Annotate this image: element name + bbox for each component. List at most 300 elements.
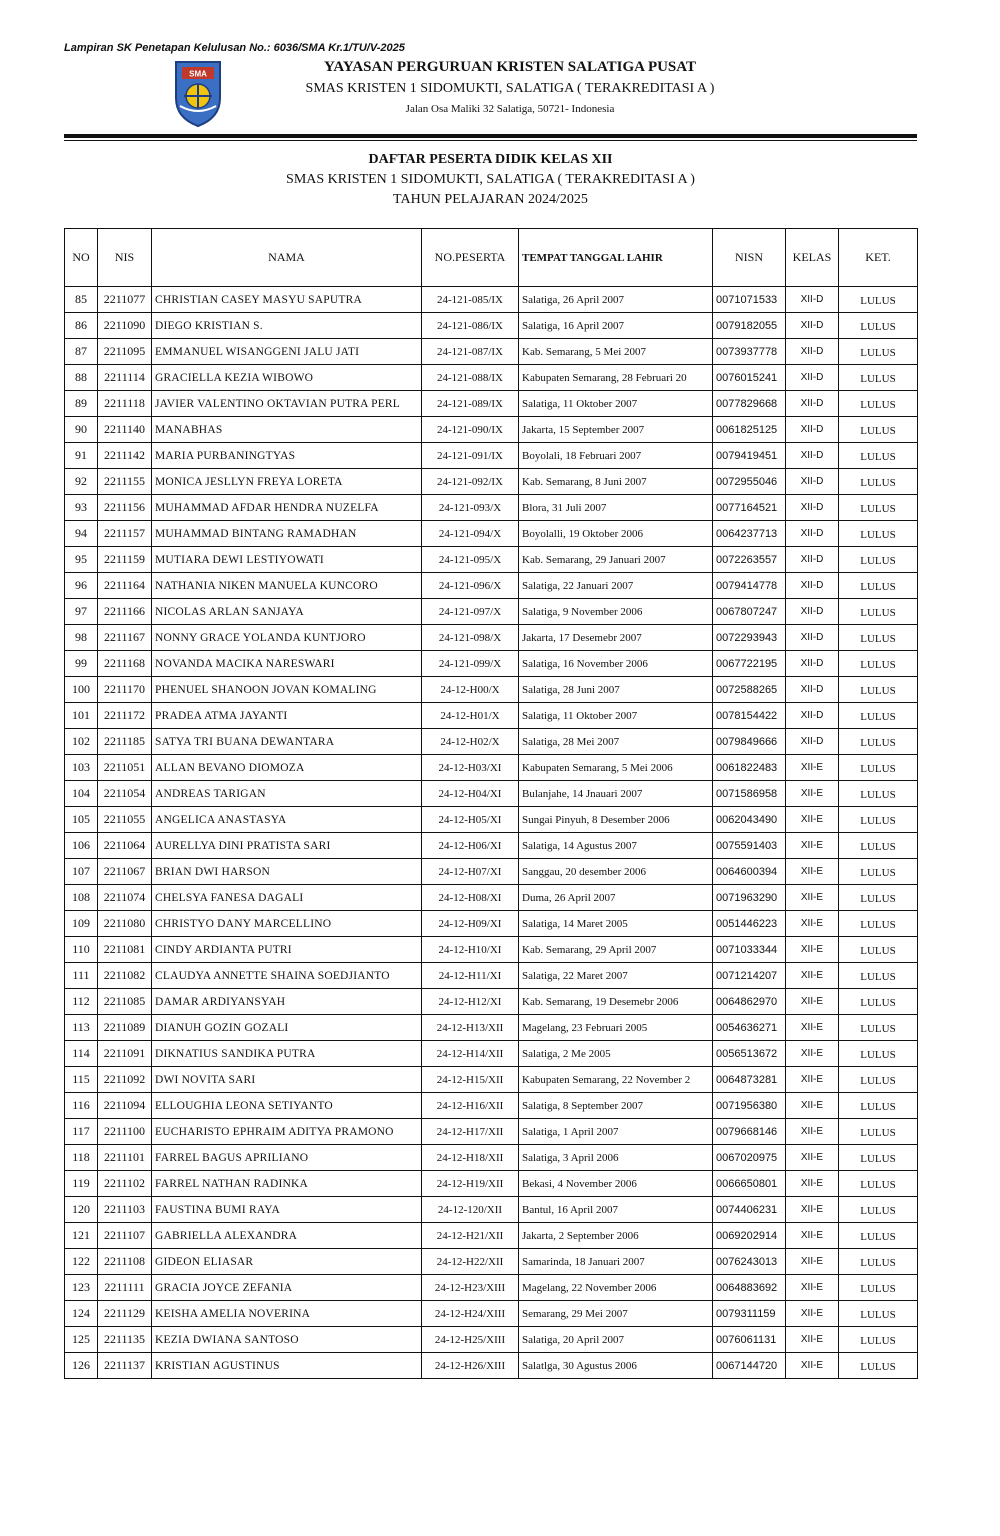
cell-nama: ELLOUGHIA LEONA SETIYANTO — [152, 1093, 422, 1119]
cell-ket: LULUS — [839, 625, 918, 651]
cell-no-peserta: 24-12-H08/XI — [422, 885, 519, 911]
cell-kelas: XII-E — [786, 1197, 839, 1223]
cell-ket: LULUS — [839, 313, 918, 339]
cell-nama: MUHAMMAD AFDAR HENDRA NUZELFA — [152, 495, 422, 521]
cell-tempat-tanggal-lahir: Salatiga, 14 Maret 2005 — [519, 911, 713, 937]
cell-ket: LULUS — [839, 1015, 918, 1041]
cell-tempat-tanggal-lahir: Kabupaten Semarang, 22 November 2 — [519, 1067, 713, 1093]
cell-nisn: 0051446223 — [713, 911, 786, 937]
table-row — [65, 937, 918, 963]
cell-ket: LULUS — [839, 1119, 918, 1145]
header-divider-thin — [64, 140, 917, 141]
cell-nis: 2211092 — [98, 1067, 152, 1093]
cell-nisn: 0066650801 — [713, 1171, 786, 1197]
cell-kelas: XII-E — [786, 1145, 839, 1171]
cell-tempat-tanggal-lahir: Salatiga, 1 April 2007 — [519, 1119, 713, 1145]
logo-text: SMA — [189, 69, 207, 79]
cell-nisn: 0064237713 — [713, 521, 786, 547]
cell-tempat-tanggal-lahir: Salatlga, 30 Agustus 2006 — [519, 1353, 713, 1379]
cell-nisn: 0072293943 — [713, 625, 786, 651]
cell-tempat-tanggal-lahir: Salatiga, 14 Agustus 2007 — [519, 833, 713, 859]
cell-no: 107 — [65, 859, 98, 885]
cell-nisn: 0067807247 — [713, 599, 786, 625]
cell-kelas: XII-E — [786, 1067, 839, 1093]
cell-kelas: XII-D — [786, 625, 839, 651]
cell-nisn: 0071033344 — [713, 937, 786, 963]
cell-no: 87 — [65, 339, 98, 365]
table-row — [65, 911, 918, 937]
table-row — [65, 651, 918, 677]
cell-nama: PHENUEL SHANOON JOVAN KOMALING — [152, 677, 422, 703]
cell-nis: 2211107 — [98, 1223, 152, 1249]
table-row — [65, 1275, 918, 1301]
cell-kelas: XII-D — [786, 443, 839, 469]
table-row — [65, 1015, 918, 1041]
cell-nis: 2211081 — [98, 937, 152, 963]
cell-nama: NICOLAS ARLAN SANJAYA — [152, 599, 422, 625]
cell-kelas: XII-E — [786, 1249, 839, 1275]
cell-no: 112 — [65, 989, 98, 1015]
cell-nama: SATYA TRI BUANA DEWANTARA — [152, 729, 422, 755]
cell-no-peserta: 24-12-H14/XII — [422, 1041, 519, 1067]
cell-no-peserta: 24-121-085/IX — [422, 287, 519, 313]
cell-no-peserta: 24-12-H12/XI — [422, 989, 519, 1015]
table-row — [65, 781, 918, 807]
cell-nama: KEISHA AMELIA NOVERINA — [152, 1301, 422, 1327]
cell-nis: 2211167 — [98, 625, 152, 651]
cell-no-peserta: 24-12-H00/X — [422, 677, 519, 703]
cell-kelas: XII-E — [786, 1041, 839, 1067]
cell-nama: MUHAMMAD BINTANG RAMADHAN — [152, 521, 422, 547]
cell-nis: 2211089 — [98, 1015, 152, 1041]
cell-no: 93 — [65, 495, 98, 521]
cell-nis: 2211118 — [98, 391, 152, 417]
cell-nis: 2211091 — [98, 1041, 152, 1067]
cell-no: 97 — [65, 599, 98, 625]
cell-ket: LULUS — [839, 391, 918, 417]
cell-ket: LULUS — [839, 911, 918, 937]
col-header-nis: NIS — [98, 229, 152, 287]
cell-no-peserta: 24-12-H23/XIII — [422, 1275, 519, 1301]
cell-nama: EMMANUEL WISANGGENI JALU JATI — [152, 339, 422, 365]
cell-nis: 2211168 — [98, 651, 152, 677]
cell-nis: 2211114 — [98, 365, 152, 391]
cell-kelas: XII-D — [786, 365, 839, 391]
cell-ket: LULUS — [839, 859, 918, 885]
cell-nama: NOVANDA MACIKA NARESWARI — [152, 651, 422, 677]
cell-nis: 2211064 — [98, 833, 152, 859]
cell-no-peserta: 24-12-H17/XII — [422, 1119, 519, 1145]
cell-tempat-tanggal-lahir: Salatiga, 3 April 2006 — [519, 1145, 713, 1171]
cell-no: 101 — [65, 703, 98, 729]
foundation-name: YAYASAN PERGURUAN KRISTEN SALATIGA PUSAT — [323, 59, 697, 75]
cell-nisn: 0061825125 — [713, 417, 786, 443]
table-row — [65, 1041, 918, 1067]
cell-no: 125 — [65, 1327, 98, 1353]
cell-tempat-tanggal-lahir: Salatiga, 8 September 2007 — [519, 1093, 713, 1119]
cell-ket: LULUS — [839, 677, 918, 703]
cell-nis: 2211170 — [98, 677, 152, 703]
table-row — [65, 1119, 918, 1145]
cell-no-peserta: 24-121-097/X — [422, 599, 519, 625]
cell-nisn: 0061822483 — [713, 755, 786, 781]
col-header-nisn: NISN — [713, 229, 786, 287]
cell-nama: CHRISTYO DANY MARCELLINO — [152, 911, 422, 937]
table-row — [65, 833, 918, 859]
cell-tempat-tanggal-lahir: Bulanjahe, 14 Jnauari 2007 — [519, 781, 713, 807]
cell-ket: LULUS — [839, 287, 918, 313]
cell-no: 115 — [65, 1067, 98, 1093]
cell-no-peserta: 24-121-093/X — [422, 495, 519, 521]
cell-kelas: XII-D — [786, 521, 839, 547]
table-row — [65, 677, 918, 703]
cell-nisn: 0067144720 — [713, 1353, 786, 1379]
cell-nisn: 0067722195 — [713, 651, 786, 677]
cell-nisn: 0064862970 — [713, 989, 786, 1015]
cell-no-peserta: 24-121-086/IX — [422, 313, 519, 339]
header-divider-thick — [64, 134, 917, 138]
cell-nama: FAUSTINA BUMI RAYA — [152, 1197, 422, 1223]
cell-kelas: XII-E — [786, 781, 839, 807]
cell-nis: 2211103 — [98, 1197, 152, 1223]
cell-tempat-tanggal-lahir: Sungai Pinyuh, 8 Desember 2006 — [519, 807, 713, 833]
cell-no-peserta: 24-12-H05/XI — [422, 807, 519, 833]
cell-no: 94 — [65, 521, 98, 547]
lampiran-reference: Lampiran SK Penetapan Kelulusan No.: 6036/SMA Kr.1/TU/V-2025 — [64, 42, 405, 54]
table-row — [65, 443, 918, 469]
cell-ket: LULUS — [839, 1223, 918, 1249]
cell-kelas: XII-E — [786, 885, 839, 911]
cell-no: 118 — [65, 1145, 98, 1171]
cell-tempat-tanggal-lahir: Magelang, 22 November 2006 — [519, 1275, 713, 1301]
cell-no: 109 — [65, 911, 98, 937]
cell-nama: DWI NOVITA SARI — [152, 1067, 422, 1093]
cell-no-peserta: 24-12-H15/XII — [422, 1067, 519, 1093]
col-header-no-peserta: NO.PESERTA — [422, 229, 519, 287]
cell-nisn: 0064883692 — [713, 1275, 786, 1301]
cell-kelas: XII-D — [786, 729, 839, 755]
cell-kelas: XII-E — [786, 1093, 839, 1119]
cell-nama: KEZIA DWIANA SANTOSO — [152, 1327, 422, 1353]
school-logo — [170, 58, 226, 128]
cell-nisn: 0071956380 — [713, 1093, 786, 1119]
cell-no-peserta: 24-12-H11/XI — [422, 963, 519, 989]
cell-no-peserta: 24-121-090/IX — [422, 417, 519, 443]
cell-tempat-tanggal-lahir: Bekasi, 4 November 2006 — [519, 1171, 713, 1197]
table-row — [65, 313, 918, 339]
cell-ket: LULUS — [839, 417, 918, 443]
cell-tempat-tanggal-lahir: Kab. Semarang, 29 April 2007 — [519, 937, 713, 963]
cell-kelas: XII-E — [786, 989, 839, 1015]
cell-nama: CLAUDYA ANNETTE SHAINA SOEDJIANTO — [152, 963, 422, 989]
cell-ket: LULUS — [839, 1067, 918, 1093]
cell-ket: LULUS — [839, 989, 918, 1015]
cell-tempat-tanggal-lahir: Salatiga, 28 Juni 2007 — [519, 677, 713, 703]
cell-no-peserta: 24-121-094/X — [422, 521, 519, 547]
cell-ket: LULUS — [839, 963, 918, 989]
cell-nisn: 0071963290 — [713, 885, 786, 911]
cell-tempat-tanggal-lahir: Blora, 31 Juli 2007 — [519, 495, 713, 521]
cell-no: 95 — [65, 547, 98, 573]
cell-nama: GRACIA JOYCE ZEFANIA — [152, 1275, 422, 1301]
cell-nis: 2211051 — [98, 755, 152, 781]
table-row — [65, 365, 918, 391]
cell-nis: 2211082 — [98, 963, 152, 989]
table-row — [65, 339, 918, 365]
cell-no: 120 — [65, 1197, 98, 1223]
cell-tempat-tanggal-lahir: Salatiga, 9 November 2006 — [519, 599, 713, 625]
cell-no-peserta: 24-121-096/X — [422, 573, 519, 599]
table-row — [65, 1197, 918, 1223]
table-row — [65, 859, 918, 885]
cell-nama: MONICA JESLLYN FREYA LORETA — [152, 469, 422, 495]
cell-nama: EUCHARISTO EPHRAIM ADITYA PRAMONO — [152, 1119, 422, 1145]
table-row — [65, 625, 918, 651]
col-header-tempat-tanggal-lahir: TEMPAT TANGGAL LAHIR — [519, 229, 713, 287]
cell-nama: CINDY ARDIANTA PUTRI — [152, 937, 422, 963]
cell-nisn: 0075591403 — [713, 833, 786, 859]
cell-no: 124 — [65, 1301, 98, 1327]
cell-no-peserta: 24-12-H25/XIII — [422, 1327, 519, 1353]
cell-nisn: 0077829668 — [713, 391, 786, 417]
cell-tempat-tanggal-lahir: Duma, 26 April 2007 — [519, 885, 713, 911]
cell-no-peserta: 24-121-095/X — [422, 547, 519, 573]
table-row — [65, 989, 918, 1015]
cell-nama: DAMAR ARDIYANSYAH — [152, 989, 422, 1015]
cell-no: 105 — [65, 807, 98, 833]
cell-ket: LULUS — [839, 1327, 918, 1353]
cell-nis: 2211164 — [98, 573, 152, 599]
cell-ket: LULUS — [839, 365, 918, 391]
cell-tempat-tanggal-lahir: Boyolali, 18 Februari 2007 — [519, 443, 713, 469]
cell-no: 86 — [65, 313, 98, 339]
cell-kelas: XII-D — [786, 495, 839, 521]
cell-tempat-tanggal-lahir: Salatiga, 16 November 2006 — [519, 651, 713, 677]
document-title: DAFTAR PESERTA DIDIK KELAS XII — [368, 152, 613, 167]
col-header-kelas: KELAS — [786, 229, 839, 287]
cell-nis: 2211137 — [98, 1353, 152, 1379]
cell-nama: BRIAN DWI HARSON — [152, 859, 422, 885]
document-subtitle-year: TAHUN PELAJARAN 2024/2025 — [393, 192, 588, 207]
cell-no-peserta: 24-12-H22/XII — [422, 1249, 519, 1275]
cell-no-peserta: 24-12-H07/XI — [422, 859, 519, 885]
table-row — [65, 521, 918, 547]
table-row — [65, 963, 918, 989]
col-header-no: NO — [65, 229, 98, 287]
cell-tempat-tanggal-lahir: Salatiga, 2 Me 2005 — [519, 1041, 713, 1067]
cell-nisn: 0073937778 — [713, 339, 786, 365]
cell-no-peserta: 24-12-120/XII — [422, 1197, 519, 1223]
cell-no-peserta: 24-12-H02/X — [422, 729, 519, 755]
cell-no-peserta: 24-12-H13/XII — [422, 1015, 519, 1041]
cell-no: 102 — [65, 729, 98, 755]
cell-nisn: 0079849666 — [713, 729, 786, 755]
cell-tempat-tanggal-lahir: Salatiga, 22 Januari 2007 — [519, 573, 713, 599]
cell-nis: 2211100 — [98, 1119, 152, 1145]
cell-nama: PRADEA ATMA JAYANTI — [152, 703, 422, 729]
table-row — [65, 703, 918, 729]
cell-nama: KRISTIAN AGUSTINUS — [152, 1353, 422, 1379]
cell-no: 96 — [65, 573, 98, 599]
cell-nama: DIANUH GOZIN GOZALI — [152, 1015, 422, 1041]
table-row — [65, 573, 918, 599]
cell-tempat-tanggal-lahir: Samarinda, 18 Januari 2007 — [519, 1249, 713, 1275]
table-row — [65, 599, 918, 625]
table-row — [65, 469, 918, 495]
student-table — [64, 228, 918, 1379]
cell-nis: 2211166 — [98, 599, 152, 625]
cell-no-peserta: 24-12-H18/XII — [422, 1145, 519, 1171]
cell-nisn: 0072955046 — [713, 469, 786, 495]
cell-no: 85 — [65, 287, 98, 313]
cell-kelas: XII-E — [786, 807, 839, 833]
cell-tempat-tanggal-lahir: Kabupaten Semarang, 28 Februari 20 — [519, 365, 713, 391]
cell-no: 91 — [65, 443, 98, 469]
cell-nisn: 0074406231 — [713, 1197, 786, 1223]
cell-nama: AURELLYA DINI PRATISTA SARI — [152, 833, 422, 859]
cell-no: 122 — [65, 1249, 98, 1275]
cell-nisn: 0069202914 — [713, 1223, 786, 1249]
cell-no-peserta: 24-12-H03/XI — [422, 755, 519, 781]
cell-kelas: XII-E — [786, 1015, 839, 1041]
cell-nisn: 0077164521 — [713, 495, 786, 521]
cell-tempat-tanggal-lahir: Kab. Semarang, 19 Desemebr 2006 — [519, 989, 713, 1015]
cell-no: 123 — [65, 1275, 98, 1301]
cell-tempat-tanggal-lahir: Jakarta, 15 September 2007 — [519, 417, 713, 443]
table-row — [65, 885, 918, 911]
cell-ket: LULUS — [839, 807, 918, 833]
cell-ket: LULUS — [839, 339, 918, 365]
cell-kelas: XII-D — [786, 417, 839, 443]
cell-no: 99 — [65, 651, 98, 677]
cell-no-peserta: 24-12-H19/XII — [422, 1171, 519, 1197]
table-row — [65, 807, 918, 833]
cell-nis: 2211172 — [98, 703, 152, 729]
cell-no: 114 — [65, 1041, 98, 1067]
cell-tempat-tanggal-lahir: Salatiga, 28 Mei 2007 — [519, 729, 713, 755]
cell-ket: LULUS — [839, 833, 918, 859]
cell-no: 119 — [65, 1171, 98, 1197]
cell-nis: 2211054 — [98, 781, 152, 807]
cell-kelas: XII-E — [786, 1327, 839, 1353]
cell-no-peserta: 24-12-H16/XII — [422, 1093, 519, 1119]
cell-nisn: 0078154422 — [713, 703, 786, 729]
cell-kelas: XII-D — [786, 703, 839, 729]
cell-nama: GIDEON ELIASAR — [152, 1249, 422, 1275]
cell-nama: DIKNATIUS SANDIKA PUTRA — [152, 1041, 422, 1067]
cell-ket: LULUS — [839, 885, 918, 911]
table-row — [65, 287, 918, 313]
cell-ket: LULUS — [839, 651, 918, 677]
cell-tempat-tanggal-lahir: Boyolalli, 19 Oktober 2006 — [519, 521, 713, 547]
cell-no: 117 — [65, 1119, 98, 1145]
cell-no: 121 — [65, 1223, 98, 1249]
cell-nis: 2211185 — [98, 729, 152, 755]
cell-no: 111 — [65, 963, 98, 989]
cell-no-peserta: 24-12-H10/XI — [422, 937, 519, 963]
cell-nisn: 0071586958 — [713, 781, 786, 807]
cell-tempat-tanggal-lahir: Sanggau, 20 desember 2006 — [519, 859, 713, 885]
cell-kelas: XII-E — [786, 1353, 839, 1379]
table-row — [65, 1145, 918, 1171]
table-row — [65, 547, 918, 573]
cell-nisn: 0079414778 — [713, 573, 786, 599]
cell-nama: NONNY GRACE YOLANDA KUNTJORO — [152, 625, 422, 651]
cell-no-peserta: 24-121-089/IX — [422, 391, 519, 417]
cell-no: 106 — [65, 833, 98, 859]
cell-no: 104 — [65, 781, 98, 807]
cell-ket: LULUS — [839, 1353, 918, 1379]
cell-tempat-tanggal-lahir: Kab. Semarang, 8 Juni 2007 — [519, 469, 713, 495]
cell-nisn: 0072588265 — [713, 677, 786, 703]
cell-nis: 2211101 — [98, 1145, 152, 1171]
cell-tempat-tanggal-lahir: Magelang, 23 Februari 2005 — [519, 1015, 713, 1041]
table-row — [65, 1067, 918, 1093]
cell-kelas: XII-D — [786, 547, 839, 573]
cell-nis: 2211085 — [98, 989, 152, 1015]
cell-nis: 2211155 — [98, 469, 152, 495]
cell-tempat-tanggal-lahir: Salatiga, 26 April 2007 — [519, 287, 713, 313]
cell-nama: NATHANIA NIKEN MANUELA KUNCORO — [152, 573, 422, 599]
cell-kelas: XII-D — [786, 469, 839, 495]
cell-tempat-tanggal-lahir: Kab. Semarang, 5 Mei 2007 — [519, 339, 713, 365]
cell-nis: 2211156 — [98, 495, 152, 521]
cell-kelas: XII-E — [786, 755, 839, 781]
table-body — [65, 287, 918, 1379]
table-row — [65, 1171, 918, 1197]
cell-nis: 2211077 — [98, 287, 152, 313]
cell-no-peserta: 24-12-H21/XII — [422, 1223, 519, 1249]
table-row — [65, 755, 918, 781]
cell-kelas: XII-D — [786, 313, 839, 339]
cell-nis: 2211142 — [98, 443, 152, 469]
cell-ket: LULUS — [839, 703, 918, 729]
cell-nama: GRACIELLA KEZIA WIBOWO — [152, 365, 422, 391]
cell-kelas: XII-E — [786, 1171, 839, 1197]
cell-no-peserta: 24-121-088/IX — [422, 365, 519, 391]
cell-nama: FARREL NATHAN RADINKA — [152, 1171, 422, 1197]
cell-no-peserta: 24-12-H09/XI — [422, 911, 519, 937]
cell-tempat-tanggal-lahir: Semarang, 29 Mei 2007 — [519, 1301, 713, 1327]
cell-ket: LULUS — [839, 1145, 918, 1171]
cell-nama: DIEGO KRISTIAN S. — [152, 313, 422, 339]
cell-no-peserta: 24-121-092/IX — [422, 469, 519, 495]
cell-ket: LULUS — [839, 729, 918, 755]
cell-nisn: 0076061131 — [713, 1327, 786, 1353]
cell-nama: MANABHAS — [152, 417, 422, 443]
cell-no: 116 — [65, 1093, 98, 1119]
cell-tempat-tanggal-lahir: Bantul, 16 April 2007 — [519, 1197, 713, 1223]
cell-kelas: XII-D — [786, 287, 839, 313]
cell-nisn: 0056513672 — [713, 1041, 786, 1067]
cell-kelas: XII-E — [786, 1119, 839, 1145]
cell-nama: MUTIARA DEWI LESTIYOWATI — [152, 547, 422, 573]
cell-nisn: 0072263557 — [713, 547, 786, 573]
cell-nama: GABRIELLA ALEXANDRA — [152, 1223, 422, 1249]
document-subtitle-school: SMAS KRISTEN 1 SIDOMUKTI, SALATIGA ( TERAKREDITASI A ) — [286, 172, 695, 187]
cell-no: 103 — [65, 755, 98, 781]
cell-nama: ANDREAS TARIGAN — [152, 781, 422, 807]
cell-no-peserta: 24-121-098/X — [422, 625, 519, 651]
cell-ket: LULUS — [839, 1197, 918, 1223]
cell-kelas: XII-E — [786, 937, 839, 963]
cell-ket: LULUS — [839, 781, 918, 807]
cell-nisn: 0054636271 — [713, 1015, 786, 1041]
cell-tempat-tanggal-lahir: Jakarta, 2 September 2006 — [519, 1223, 713, 1249]
table-row — [65, 1223, 918, 1249]
cell-no: 100 — [65, 677, 98, 703]
cell-nis: 2211074 — [98, 885, 152, 911]
